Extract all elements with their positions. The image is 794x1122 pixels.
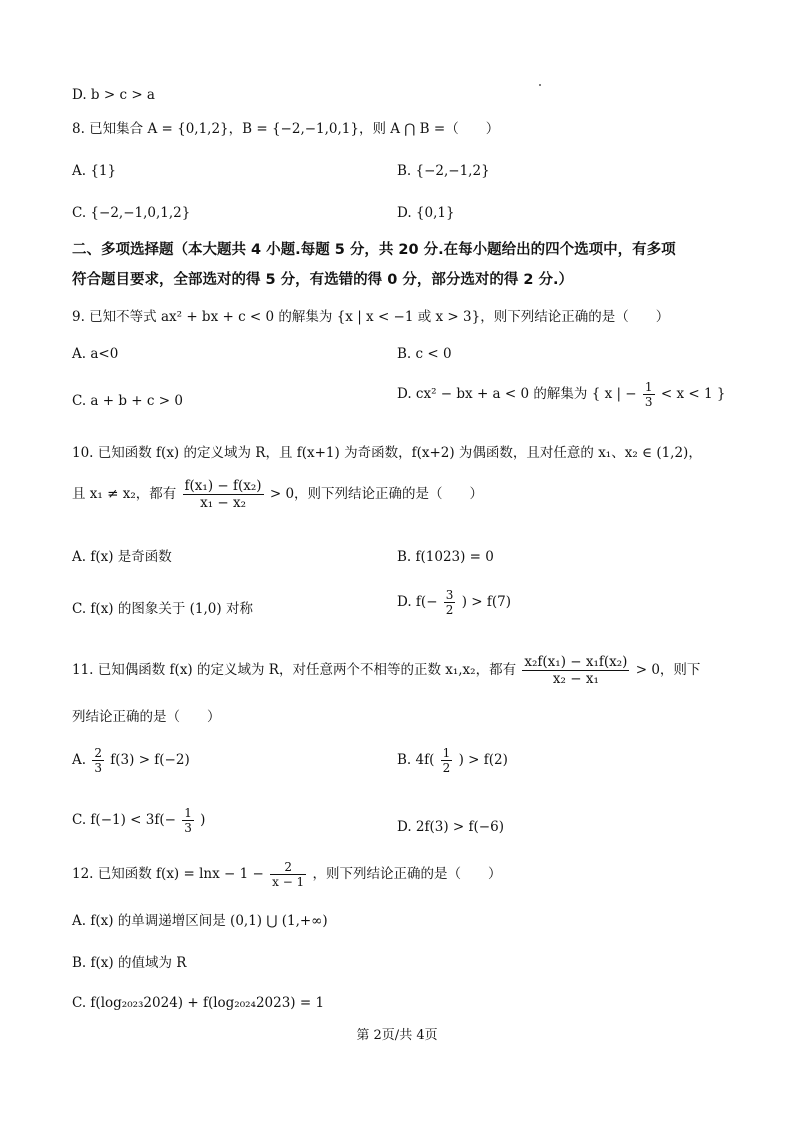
q10-option-d-den: 2 [445, 603, 454, 617]
q11-option-a-fraction [92, 746, 104, 775]
q10-option-d-pre: D. f(− [397, 594, 438, 610]
q11-fraction-num: x₂f(x₁) − x₁f(x₂) [524, 654, 628, 670]
q11-stem1-post: > 0，则下 [635, 662, 701, 678]
q9-option-d-set-left: { x | − [591, 386, 637, 402]
q11-option-b-fraction [441, 746, 453, 775]
q9-option-d-fraction [643, 380, 655, 409]
q12-stem [72, 860, 502, 889]
q11-option-a-den: 3 [94, 761, 102, 775]
q8-option-a: A. {1} [72, 163, 117, 179]
q11-option-b-num: 1 [442, 746, 451, 760]
q9-option-d-text: D. cx² − bx + a < 0 的解集为 [397, 386, 588, 402]
q9-option-d-fraction-den: 3 [644, 395, 653, 409]
q10-stem2-pre: 且 x₁ ≠ x₂，都有 [72, 486, 177, 502]
page-footer: 第 2页/共 4页 [356, 1028, 438, 1043]
q9-option-a: A. a<0 [72, 346, 119, 362]
q10-option-d-num: 3 [445, 588, 454, 602]
q11-condition-fraction [522, 654, 629, 687]
section2-heading-line2: 符合题目要求，全部选对的得 5 分，有选错的得 0 分，部分选对的得 2 分.） [72, 272, 574, 288]
q8-option-b: B. {−2,−1,2} [397, 163, 490, 179]
q8-option-c: C. {−2,−1,0,1,2} [72, 205, 191, 221]
q9-option-c: C. a + b + c > 0 [72, 393, 183, 409]
q11-option-d: D. 2f(3) > f(−6) [397, 819, 504, 835]
q11-option-b-post: ) > f(2) [458, 752, 508, 768]
q12-option-b: B. f(x) 的值域为 R [72, 955, 187, 971]
q12-option-c: C. f(log₂₀₂₃2024) + f(log₂₀₂₄2023) = 1 [72, 995, 325, 1011]
q11-option-b-pre: B. 4f( [397, 752, 435, 768]
q11-option-b [397, 746, 508, 775]
q10-condition-fraction [183, 478, 264, 511]
q10-fraction-num: f(x₁) − f(x₂) [184, 478, 262, 494]
q11-option-c-post: ) [200, 812, 206, 828]
q12-fraction-num: 2 [270, 860, 306, 875]
q11-option-c-fraction [182, 806, 194, 835]
q11-option-c-num: 1 [184, 806, 192, 820]
q12-stem-post: ，则下列结论正确的是（ ） [312, 866, 502, 882]
q10-option-d-fraction [444, 588, 456, 617]
q11-stem-line1 [72, 654, 700, 687]
q11-stem-line2: 列结论正确的是（ ） [72, 709, 221, 725]
q10-stem2-post: > 0，则下列结论正确的是（ ） [269, 486, 484, 502]
q11-stem1-pre: 11. 已知偶函数 f(x) 的定义域为 R，对任意两个不相等的正数 x₁,x₂，都有 [72, 662, 517, 678]
q11-option-a-num: 2 [94, 746, 102, 760]
q12-stem-pre: 12. 已知函数 f(x) = lnx − 1 − [72, 866, 264, 882]
q9-stem: 9. 已知不等式 ax² + bx + c < 0 的解集为 {x | x < −1 或 x > 3}，则下列结论正确的是（ ） [72, 309, 670, 325]
q10-option-a: A. f(x) 是奇函数 [72, 549, 172, 565]
q9-option-d-fraction-num: 1 [644, 380, 653, 394]
scan-dot [539, 84, 541, 86]
q10-option-d [397, 588, 511, 617]
q11-option-c [72, 806, 205, 835]
q10-stem-line1: 10. 已知函数 f(x) 的定义域为 R，且 f(x+1) 为奇函数，f(x+2) 为偶函数，且对任意的 x₁、x₂ ∈ (1,2)， [72, 445, 702, 461]
q9-option-d [397, 380, 725, 409]
q11-option-b-den: 2 [442, 761, 451, 775]
section2-heading-line1: 二、多项选择题（本大题共 4 小题.每题 5 分，共 20 分.在每小题给出的四个选项中，有多项 [72, 242, 676, 258]
q9-option-b: B. c < 0 [397, 346, 452, 362]
q12-stem-fraction [270, 860, 306, 889]
q8-stem: 8. 已知集合 A = {0,1,2}，B = {−2,−1,0,1}，则 A ⋂ B =（ ） [72, 121, 500, 137]
q10-stem-line2 [72, 478, 483, 511]
q11-option-c-pre: C. f(−1) < 3f(− [72, 812, 176, 828]
q10-option-c: C. f(x) 的图象关于 (1,0) 对称 [72, 601, 253, 617]
q12-fraction-den: x − 1 [272, 875, 305, 889]
q11-option-a-pre: A. [72, 752, 87, 768]
q10-fraction-den: x₁ − x₂ [200, 495, 247, 511]
q11-option-c-den: 3 [184, 821, 192, 835]
q11-option-a [72, 746, 190, 775]
q12-option-a: A. f(x) 的单调递增区间是 (0,1) ⋃ (1,+∞) [72, 913, 328, 929]
q10-option-d-post: ) > f(7) [461, 594, 512, 610]
prev-option-d: D. b > c > a [72, 87, 155, 103]
q11-option-a-post: f(3) > f(−2) [110, 752, 190, 768]
q9-option-d-set-right: < x < 1 } [660, 386, 726, 402]
q10-option-b: B. f(1023) = 0 [397, 549, 494, 565]
q11-fraction-den: x₂ − x₁ [552, 671, 599, 687]
q8-option-d: D. {0,1} [397, 205, 455, 221]
